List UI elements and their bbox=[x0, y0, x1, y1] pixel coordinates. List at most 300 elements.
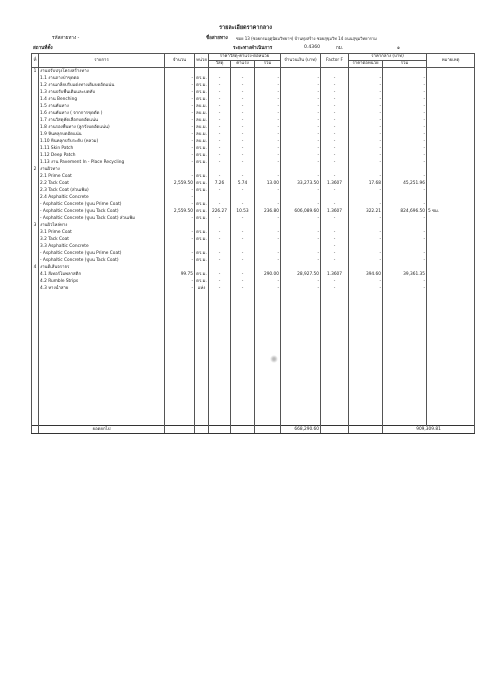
row-no bbox=[32, 138, 39, 145]
row-price-unit: - bbox=[349, 75, 383, 82]
row-sum: - bbox=[255, 103, 281, 110]
col-amount: จำนวนเงิน (บาท) bbox=[281, 54, 321, 68]
row-unit bbox=[195, 194, 209, 201]
row-price-unit: 394.60 bbox=[349, 271, 383, 278]
page-title: รายละเอียดราคากลาง bbox=[219, 25, 272, 31]
row-amount: 28,927.50 bbox=[281, 271, 321, 278]
row-material bbox=[209, 68, 231, 76]
table-row bbox=[32, 110, 475, 117]
col-unit-cost-group: ราคาวัสดุ-ค่าแรง-ต่อหน่วย bbox=[209, 54, 281, 61]
table-row bbox=[32, 229, 475, 236]
row-labor: - bbox=[231, 145, 255, 152]
col-qty: จำนวน bbox=[165, 54, 195, 68]
table-row bbox=[32, 201, 475, 208]
row-factor: - bbox=[321, 103, 349, 110]
row-price-unit: - bbox=[349, 117, 383, 124]
row-amount: 33,273.50 bbox=[281, 180, 321, 187]
row-factor bbox=[321, 264, 349, 271]
row-price-total: - bbox=[383, 229, 427, 236]
row-material: - bbox=[209, 110, 231, 117]
row-sum: - bbox=[255, 75, 281, 82]
row-price-unit: - bbox=[349, 159, 383, 166]
road-code-label: รหัสสายทาง - bbox=[52, 36, 80, 41]
row-remark bbox=[427, 96, 475, 103]
row-price-total: - bbox=[383, 236, 427, 243]
row-qty: 2,559.50 bbox=[165, 208, 195, 215]
row-labor: 5.74 bbox=[231, 180, 255, 187]
row-price-total: - bbox=[383, 124, 427, 131]
row-material: - bbox=[209, 271, 231, 278]
row-unit bbox=[195, 166, 209, 173]
row-qty: - bbox=[165, 96, 195, 103]
row-price-total: - bbox=[383, 159, 427, 166]
row-amount: - bbox=[281, 236, 321, 243]
row-factor: - bbox=[321, 82, 349, 89]
row-remark bbox=[427, 145, 475, 152]
row-sum: - bbox=[255, 285, 281, 292]
row-item: 1.10 หินคลุกปรับระดับ (หลวม) bbox=[39, 138, 165, 145]
row-material bbox=[209, 222, 231, 229]
row-factor: - bbox=[321, 145, 349, 152]
row-price-total bbox=[383, 243, 427, 250]
row-unit: ตร.ม. bbox=[196, 279, 207, 284]
col-price-group: ราคากลาง (บาท) bbox=[349, 54, 427, 61]
row-remark bbox=[427, 110, 475, 117]
col-remark: หมายเหตุ bbox=[427, 54, 475, 68]
row-factor: - bbox=[321, 75, 349, 82]
row-factor: 1.3607 bbox=[321, 271, 349, 278]
row-sum: - bbox=[255, 152, 281, 159]
row-sum: - bbox=[255, 145, 281, 152]
row-labor bbox=[231, 264, 255, 271]
row-price-unit bbox=[349, 68, 383, 76]
row-price-total bbox=[383, 166, 427, 173]
row-amount bbox=[281, 243, 321, 250]
row-price-unit bbox=[349, 194, 383, 201]
row-price-unit: - bbox=[349, 229, 383, 236]
row-unit: ตร.ม. bbox=[196, 97, 207, 102]
row-item: 1.2 งานเกลี่ยปรับแต่งทางเดิมบดอัดแน่น bbox=[39, 82, 165, 89]
row-factor: - bbox=[321, 173, 349, 180]
row-factor: - bbox=[321, 243, 349, 250]
row-labor bbox=[231, 222, 255, 229]
row-material: - bbox=[209, 75, 231, 82]
row-remark bbox=[427, 117, 475, 124]
row-no bbox=[32, 110, 39, 117]
row-factor bbox=[321, 68, 349, 76]
row-labor: - bbox=[231, 215, 255, 222]
row-remark bbox=[427, 222, 475, 229]
row-item: 1.5 งานคันทาง bbox=[39, 103, 165, 110]
row-price-total: - bbox=[383, 285, 427, 292]
row-factor: - bbox=[321, 236, 349, 243]
row-sum: - bbox=[255, 96, 281, 103]
row-no bbox=[32, 117, 39, 124]
row-factor: - bbox=[321, 159, 349, 166]
row-price-total: - bbox=[383, 250, 427, 257]
row-remark bbox=[427, 89, 475, 96]
row-sum: 236.80 bbox=[255, 208, 281, 215]
row-amount: - bbox=[281, 229, 321, 236]
row-unit: ตร.ม. bbox=[196, 209, 207, 214]
row-labor: - bbox=[231, 82, 255, 89]
row-sum: 13.00 bbox=[255, 180, 281, 187]
row-unit: ลบ.ม. bbox=[196, 125, 207, 130]
col-price-unit: ราคาต่อหน่วย bbox=[349, 61, 383, 68]
row-factor: - bbox=[321, 152, 349, 159]
row-material bbox=[209, 166, 231, 173]
row-unit: ตร.ม. bbox=[196, 216, 207, 221]
row-item: งานตีเส้นจราจร bbox=[39, 264, 165, 271]
row-price-total: - bbox=[383, 201, 427, 208]
row-price-unit: - bbox=[349, 201, 383, 208]
row-price-unit: - bbox=[349, 285, 383, 292]
row-labor: - bbox=[231, 103, 255, 110]
row-amount: - bbox=[281, 257, 321, 264]
row-unit bbox=[195, 222, 209, 229]
row-material bbox=[209, 194, 231, 201]
row-amount: - bbox=[281, 250, 321, 257]
row-labor: - bbox=[231, 257, 255, 264]
row-amount bbox=[281, 264, 321, 271]
ink-smudge bbox=[270, 355, 278, 363]
road-name-label bbox=[206, 35, 228, 42]
row-no bbox=[32, 215, 39, 222]
row-price-total: 824,696.50 bbox=[383, 208, 427, 215]
row-price-total bbox=[383, 222, 427, 229]
section-row bbox=[32, 68, 475, 76]
table-row bbox=[32, 131, 475, 138]
row-remark bbox=[427, 173, 475, 180]
row-price-unit bbox=[349, 166, 383, 173]
row-material: - bbox=[209, 173, 231, 180]
row-unit: ตร.ม. bbox=[196, 202, 207, 207]
row-remark bbox=[427, 152, 475, 159]
row-qty: - bbox=[165, 159, 195, 166]
row-remark bbox=[427, 243, 475, 250]
table-row bbox=[32, 278, 475, 285]
row-material: - bbox=[209, 124, 231, 131]
row-item: 4.3 หางน้ำสาย bbox=[39, 285, 165, 292]
col-no: ที่ bbox=[32, 54, 39, 68]
row-no bbox=[32, 271, 39, 278]
table-row bbox=[32, 103, 475, 110]
row-amount: - bbox=[281, 285, 321, 292]
row-sum: - bbox=[255, 117, 281, 124]
row-labor: - bbox=[231, 285, 255, 292]
row-material: - bbox=[209, 285, 231, 292]
row-unit: ตร.ม. bbox=[196, 160, 207, 165]
col-item: รายการ bbox=[39, 54, 165, 68]
row-price-total bbox=[383, 68, 427, 76]
row-item: 4.2 Rumble Strips bbox=[39, 278, 165, 285]
row-remark bbox=[427, 194, 475, 201]
row-labor: - bbox=[231, 229, 255, 236]
row-price-unit: - bbox=[349, 89, 383, 96]
table-row bbox=[32, 236, 475, 243]
row-price-unit: - bbox=[349, 187, 383, 194]
row-amount: - bbox=[281, 117, 321, 124]
section-row bbox=[32, 166, 475, 173]
page-mark: ๑ bbox=[397, 46, 400, 51]
row-labor: 10.53 bbox=[231, 208, 255, 215]
row-no bbox=[32, 82, 39, 89]
row-material: - bbox=[209, 229, 231, 236]
col-factor: Factor F bbox=[321, 54, 349, 68]
row-item: - Asphaltic Concrete (ปูบน Tack Coat) bbox=[39, 208, 165, 215]
row-material: - bbox=[209, 257, 231, 264]
row-price-total: - bbox=[383, 131, 427, 138]
col-material: วัสดุ bbox=[209, 61, 231, 68]
row-sum: - bbox=[255, 215, 281, 222]
row-labor: - bbox=[231, 75, 255, 82]
row-price-unit: - bbox=[349, 138, 383, 145]
row-item: 4.1 สีเทอร์โมพลาสติก bbox=[39, 271, 165, 278]
row-price-total: - bbox=[383, 187, 427, 194]
row-qty bbox=[165, 243, 195, 250]
road-name-label-text: ชื่อสายทาง bbox=[206, 36, 228, 41]
row-qty: - bbox=[165, 187, 195, 194]
row-qty: - bbox=[165, 215, 195, 222]
row-sum: - bbox=[255, 110, 281, 117]
row-remark bbox=[427, 236, 475, 243]
row-material: - bbox=[209, 152, 231, 159]
row-unit bbox=[195, 68, 209, 76]
row-no: 4 bbox=[32, 264, 39, 271]
row-remark bbox=[427, 187, 475, 194]
row-factor bbox=[321, 194, 349, 201]
row-material: - bbox=[209, 82, 231, 89]
row-material: - bbox=[209, 145, 231, 152]
row-factor: - bbox=[321, 229, 349, 236]
row-item: 1.6 งานคันทาง ( จากการขุดตัด ) bbox=[39, 110, 165, 117]
table-row bbox=[32, 75, 475, 82]
row-qty: - bbox=[165, 138, 195, 145]
row-material: - bbox=[209, 201, 231, 208]
row-price-total: - bbox=[383, 82, 427, 89]
row-amount: - bbox=[281, 145, 321, 152]
row-remark bbox=[427, 180, 475, 187]
row-amount: - bbox=[281, 159, 321, 166]
row-price-total: - bbox=[383, 110, 427, 117]
row-unit: ตร.ม. bbox=[196, 237, 207, 242]
table-row bbox=[32, 117, 475, 124]
row-amount: - bbox=[281, 201, 321, 208]
row-remark bbox=[427, 250, 475, 257]
row-item: 1.7 งานวัสดุคัดเลือกบดอัดแน่น bbox=[39, 117, 165, 124]
table-spacer bbox=[32, 292, 475, 426]
row-no bbox=[32, 124, 39, 131]
row-material: - bbox=[209, 89, 231, 96]
table-row bbox=[32, 257, 475, 264]
row-amount: - bbox=[281, 75, 321, 82]
row-labor bbox=[231, 166, 255, 173]
row-sum: - bbox=[255, 138, 281, 145]
row-qty: 99.75 bbox=[165, 271, 195, 278]
row-no: 2 bbox=[32, 166, 39, 173]
row-price-total: - bbox=[383, 215, 427, 222]
row-labor: - bbox=[231, 110, 255, 117]
table-row bbox=[32, 96, 475, 103]
row-item: 3.1 Prime Coat bbox=[39, 229, 165, 236]
row-qty bbox=[165, 166, 195, 173]
row-amount: - bbox=[281, 131, 321, 138]
row-factor: - bbox=[321, 187, 349, 194]
col-labor: ค่าแรง bbox=[231, 61, 255, 68]
row-labor: - bbox=[231, 187, 255, 194]
row-remark bbox=[427, 138, 475, 145]
row-item: 1.9 หินคลุกบดอัดแน่น bbox=[39, 131, 165, 138]
row-factor: - bbox=[321, 250, 349, 257]
location-label bbox=[33, 45, 53, 52]
row-item: 1.1 งานถางป่าขุดตอ bbox=[39, 75, 165, 82]
row-factor bbox=[321, 166, 349, 173]
row-no bbox=[32, 131, 39, 138]
row-no bbox=[32, 236, 39, 243]
row-factor bbox=[321, 222, 349, 229]
row-sum: - bbox=[255, 229, 281, 236]
row-price-unit bbox=[349, 264, 383, 271]
row-amount bbox=[281, 166, 321, 173]
col-sum: รวม bbox=[255, 61, 281, 68]
row-remark bbox=[427, 68, 475, 76]
row-no bbox=[32, 278, 39, 285]
row-price-unit: 322.21 bbox=[349, 208, 383, 215]
row-sum bbox=[255, 264, 281, 271]
row-remark bbox=[427, 103, 475, 110]
row-no bbox=[32, 285, 39, 292]
row-qty: 2,559.50 bbox=[165, 180, 195, 187]
row-amount: - bbox=[281, 278, 321, 285]
row-price-total: - bbox=[383, 152, 427, 159]
row-unit: ตร.ม. bbox=[196, 188, 207, 193]
row-sum bbox=[255, 194, 281, 201]
row-item: งานผิวไหล่ทาง bbox=[39, 222, 165, 229]
row-price-total: - bbox=[383, 257, 427, 264]
row-sum: - bbox=[255, 124, 281, 131]
row-material bbox=[209, 264, 231, 271]
price-estimate-table bbox=[31, 53, 475, 434]
row-material: - bbox=[209, 131, 231, 138]
row-price-unit: - bbox=[349, 82, 383, 89]
row-amount: - bbox=[281, 103, 321, 110]
table-row bbox=[32, 152, 475, 159]
table-row bbox=[32, 159, 475, 166]
row-sum bbox=[255, 68, 281, 76]
row-amount: - bbox=[281, 173, 321, 180]
row-amount: - bbox=[281, 152, 321, 159]
row-remark bbox=[427, 82, 475, 89]
row-price-total: - bbox=[383, 96, 427, 103]
row-labor bbox=[231, 243, 255, 250]
col-price-total: รวม bbox=[383, 61, 427, 68]
row-qty: - bbox=[165, 103, 195, 110]
row-material: 226.27 bbox=[209, 208, 231, 215]
row-price-total bbox=[383, 264, 427, 271]
row-qty: - bbox=[165, 201, 195, 208]
total-amount: 668,290.60 bbox=[281, 426, 321, 434]
row-sum: - bbox=[255, 236, 281, 243]
table-row bbox=[32, 243, 475, 250]
table-row bbox=[32, 138, 475, 145]
row-material: - bbox=[209, 117, 231, 124]
row-amount bbox=[281, 194, 321, 201]
row-labor: - bbox=[231, 124, 255, 131]
row-qty: - bbox=[165, 75, 195, 82]
row-item: งานปรับปรุงโครงสร้างทาง bbox=[39, 68, 165, 76]
row-sum: - bbox=[255, 131, 281, 138]
row-no bbox=[32, 173, 39, 180]
row-price-total bbox=[383, 194, 427, 201]
row-factor: - bbox=[321, 215, 349, 222]
row-labor: - bbox=[231, 159, 255, 166]
row-unit: ตร.ม. bbox=[196, 76, 207, 81]
table-row bbox=[32, 271, 475, 278]
row-unit: ตร.ม. bbox=[196, 230, 207, 235]
row-qty bbox=[165, 68, 195, 76]
length-value: 0.4360 bbox=[304, 45, 321, 50]
row-sum: - bbox=[255, 159, 281, 166]
row-sum: - bbox=[255, 201, 281, 208]
row-sum: - bbox=[255, 173, 281, 180]
row-factor: 1.3607 bbox=[321, 180, 349, 187]
row-labor: - bbox=[231, 131, 255, 138]
row-remark bbox=[427, 271, 475, 278]
row-no bbox=[32, 229, 39, 236]
row-remark bbox=[427, 285, 475, 292]
row-unit: ตร.ม. bbox=[196, 153, 207, 158]
row-no bbox=[32, 159, 39, 166]
row-qty bbox=[165, 264, 195, 271]
row-labor: - bbox=[231, 96, 255, 103]
row-remark bbox=[427, 124, 475, 131]
row-amount: - bbox=[281, 124, 321, 131]
row-qty: - bbox=[165, 152, 195, 159]
row-material bbox=[209, 243, 231, 250]
row-sum: - bbox=[255, 187, 281, 194]
row-unit: ตร.ม. bbox=[196, 251, 207, 256]
row-factor: - bbox=[321, 96, 349, 103]
row-qty: - bbox=[165, 257, 195, 264]
row-remark: 5 ซม. bbox=[427, 208, 475, 215]
row-sum bbox=[255, 222, 281, 229]
row-no bbox=[32, 152, 39, 159]
row-item: 1.13 งาน Pavement In - Place Recycling bbox=[39, 159, 165, 166]
row-item: - Asphaltic Concrete (ปูบน Tack Coat) ส่วนเพิ่ม bbox=[39, 215, 165, 222]
total-label: ยอดยกไป bbox=[39, 426, 165, 434]
row-qty: - bbox=[165, 131, 195, 138]
row-no bbox=[32, 89, 39, 96]
row-factor: - bbox=[321, 257, 349, 264]
row-unit bbox=[195, 243, 209, 250]
row-material: - bbox=[209, 215, 231, 222]
row-qty: - bbox=[165, 285, 195, 292]
row-no bbox=[32, 103, 39, 110]
row-price-unit bbox=[349, 222, 383, 229]
row-amount: 606,089.60 bbox=[281, 208, 321, 215]
row-qty: - bbox=[165, 250, 195, 257]
row-no bbox=[32, 208, 39, 215]
row-remark bbox=[427, 166, 475, 173]
row-material: - bbox=[209, 250, 231, 257]
row-price-unit: - bbox=[349, 152, 383, 159]
road-name-value: ซอย 13 (ซอยกรมอุตุนิยมวิทยาฯ) บ้านทุ่งสร้าง ซอยสุขุมวิท 14 ถนนสุขุมวิทยาราม bbox=[236, 36, 377, 41]
row-amount: - bbox=[281, 187, 321, 194]
row-item: - Asphaltic Concrete (ปูบน Prime Coat) bbox=[39, 250, 165, 257]
row-factor: - bbox=[321, 131, 349, 138]
row-sum: - bbox=[255, 257, 281, 264]
total-price: 909,309.81 bbox=[383, 426, 475, 434]
